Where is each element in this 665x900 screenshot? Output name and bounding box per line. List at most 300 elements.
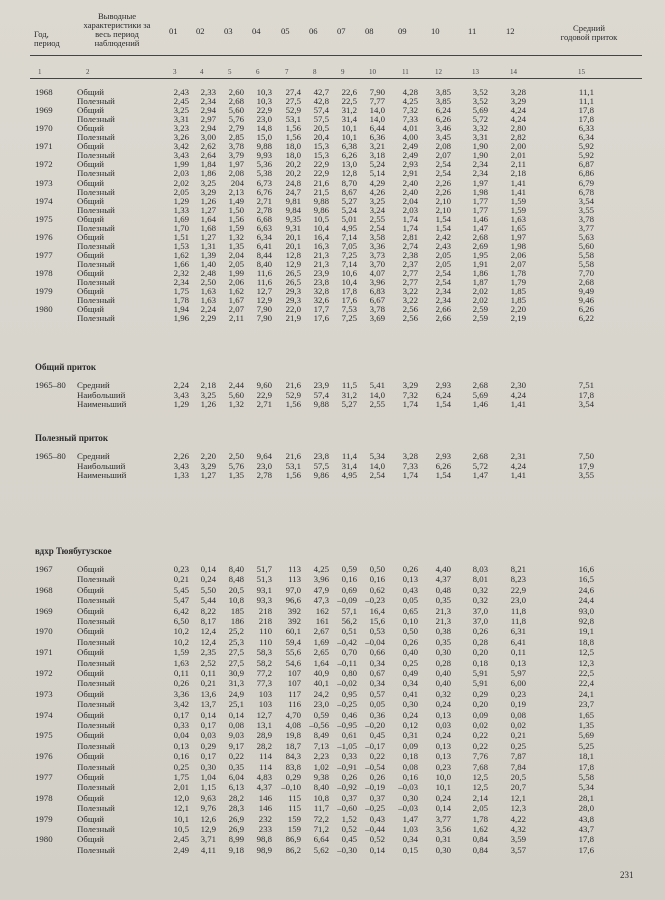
cell-value: 2,30	[510, 380, 526, 390]
row-year: 1965–80	[35, 380, 66, 390]
cell-value: 0,29	[200, 740, 216, 751]
row-label: Общий	[77, 159, 105, 170]
month-header: 05	[281, 26, 290, 36]
cell-value: 26,5	[285, 277, 301, 288]
cell-value: 4,11	[200, 844, 216, 855]
cell-value: 0,40	[435, 668, 451, 678]
cell-value: 0,30	[402, 792, 418, 803]
cell-value: 0,34	[402, 678, 418, 689]
cell-value: 2,55	[369, 213, 385, 224]
cell-value: 8,44	[256, 249, 272, 260]
col-avg-header: Средний годовой приток	[560, 23, 618, 42]
cell-value: 2,24	[173, 380, 189, 390]
cell-value: 11,4	[341, 451, 357, 461]
cell-value: 1,74	[402, 470, 418, 480]
cell-value: 2,80	[510, 123, 526, 134]
cell-value: 15,3	[313, 141, 329, 152]
table-row	[0, 690, 665, 699]
cell-value: 42,7	[313, 87, 329, 97]
cell-value: 2,02	[472, 295, 488, 306]
cell-value: 18,8	[578, 636, 594, 647]
row-year: 1978	[35, 792, 53, 803]
cell-value: 4,08	[285, 720, 301, 730]
cell-value: 42,8	[313, 96, 329, 107]
cell-value: 10,2	[173, 626, 189, 637]
cell-value: 3,23	[173, 123, 189, 134]
cell-value: 4,25	[313, 564, 329, 574]
cell-value: 1,54	[435, 470, 451, 480]
cell-value: 3,31	[173, 114, 189, 125]
cell-value: 5,97	[510, 668, 526, 678]
cell-value: 4,37	[435, 574, 451, 585]
cell-value: 7,05	[341, 240, 357, 251]
cell-value: 26,9	[228, 813, 244, 824]
cell-value: 5,34	[578, 782, 594, 793]
cell-value: 29,3	[285, 286, 301, 297]
cell-value: 3,36	[173, 688, 189, 699]
cell-value: 3,25	[173, 105, 189, 116]
cell-value: 107	[287, 668, 301, 678]
cell-value: 0,46	[341, 709, 357, 720]
cell-value: 4,24	[510, 114, 526, 125]
cell-value: 2,04	[402, 195, 418, 206]
cell-value: 1,27	[200, 470, 216, 480]
cell-value: –0,17	[365, 740, 385, 751]
header-top-rule	[30, 55, 642, 56]
cell-value: 9,35	[285, 213, 301, 224]
cell-value: 16,6	[578, 564, 594, 574]
cell-value: 2,49	[173, 844, 189, 855]
cell-value: 3,57	[510, 844, 526, 855]
cell-value: 23,7	[578, 699, 594, 710]
cell-value: 0,52	[341, 824, 357, 834]
row-label: Общий	[77, 249, 105, 260]
cell-value: 0,43	[369, 813, 385, 824]
cell-value: 0,24	[435, 792, 451, 803]
row-label: Общий	[77, 626, 105, 637]
cell-value: 6,26	[578, 304, 594, 315]
cell-value: 12,1	[510, 792, 526, 803]
cell-value: 15,3	[313, 150, 329, 161]
cell-value: 9,03	[228, 730, 244, 741]
cell-value: 1,59	[173, 647, 189, 658]
table-row	[0, 648, 665, 657]
cell-value: 2,66	[435, 304, 451, 315]
cell-value: 0,38	[435, 626, 451, 637]
cell-value: 5,41	[369, 380, 385, 390]
cell-value: 6,87	[578, 159, 594, 170]
cell-value: 3,78	[228, 141, 244, 152]
row-year: 1978	[35, 268, 53, 278]
cell-value: 7,70	[578, 268, 594, 278]
cell-value: 2,06	[228, 277, 244, 288]
cell-value: 0,51	[341, 626, 357, 637]
cell-value: 2,37	[402, 258, 418, 269]
cell-value: 10,1	[341, 132, 357, 143]
row-label: Полезный	[77, 204, 115, 215]
cell-value: 22,9	[256, 105, 272, 116]
cell-value: 1,98	[472, 186, 488, 197]
cell-value: 0,65	[402, 605, 418, 616]
cell-value: 1,27	[200, 231, 216, 242]
cell-value: 1,68	[200, 222, 216, 233]
cell-value: 2,14	[472, 792, 488, 803]
cell-value: 2,93	[435, 380, 451, 390]
cell-value: 2,32	[173, 268, 189, 278]
cell-value: 14,0	[369, 105, 385, 116]
page-number: 231	[620, 870, 634, 880]
cell-value: 57,4	[313, 105, 329, 116]
cell-value: 10,1	[341, 123, 357, 134]
cell-value: 2,08	[435, 141, 451, 152]
cell-value: 6,33	[578, 123, 594, 134]
cell-value: 0,24	[435, 699, 451, 710]
cell-value: 1,41	[510, 177, 526, 188]
cell-value: 1,32	[228, 399, 244, 409]
cell-value: 10,5	[313, 213, 329, 224]
column-number: 8	[313, 68, 317, 76]
cell-value: 8,99	[228, 834, 244, 845]
cell-value: 2,34	[435, 295, 451, 306]
cell-value: 14,0	[369, 114, 385, 125]
cell-value: 23,0	[256, 114, 272, 125]
cell-value: 2,68	[472, 451, 488, 461]
cell-value: 2,13	[228, 186, 244, 197]
cell-value: 1,65	[578, 709, 594, 720]
row-year: 1968	[35, 584, 53, 595]
cell-value: 5,27	[341, 399, 357, 409]
row-label: Полезный	[77, 678, 115, 689]
cell-value: 43,7	[578, 824, 594, 834]
cell-value: 0,37	[341, 792, 357, 803]
cell-value: 18,1	[578, 751, 594, 762]
cell-value: 3,22	[402, 286, 418, 297]
cell-value: 0,05	[402, 595, 418, 606]
cell-value: 52,9	[285, 389, 301, 400]
cell-value: 14,0	[369, 460, 385, 471]
cell-value: 6,83	[369, 286, 385, 297]
cell-value: 24,8	[285, 177, 301, 188]
row-label: Общий	[77, 709, 105, 720]
cell-value: 1,78	[510, 268, 526, 278]
cell-value: 113	[288, 574, 301, 585]
cell-value: 3,69	[369, 313, 385, 324]
column-number: 2	[86, 68, 90, 76]
cell-value: 2,50	[228, 451, 244, 461]
cell-value: 103	[258, 699, 272, 710]
cell-value: –0,25	[365, 803, 385, 814]
cell-value: 1,77	[472, 195, 488, 206]
cell-value: 146	[258, 803, 272, 814]
cell-value: 1,41	[510, 399, 526, 409]
cell-value: 6,44	[369, 123, 385, 134]
cell-value: 1,78	[173, 295, 189, 306]
column-number: 3	[173, 68, 177, 76]
row-label: Общий	[77, 688, 105, 699]
cell-value: 110	[259, 626, 272, 637]
cell-value: 1,69	[313, 636, 329, 647]
cell-value: 16,5	[578, 574, 594, 585]
cell-value: 3,85	[435, 87, 451, 97]
cell-value: 2,26	[435, 177, 451, 188]
cell-value: 0,18	[472, 657, 488, 668]
row-label: Общий	[77, 177, 105, 188]
cell-value: 12,9	[256, 295, 272, 306]
cell-value: 2,18	[510, 168, 526, 179]
cell-value: –0,54	[365, 761, 385, 772]
cell-value: 0,22	[228, 751, 244, 762]
month-header: 09	[398, 26, 407, 36]
cell-value: 3,26	[173, 132, 189, 143]
cell-value: 1,29	[173, 195, 189, 206]
cell-value: 4,24	[510, 460, 526, 471]
table-row	[0, 794, 665, 803]
cell-value: 10,8	[313, 792, 329, 803]
table-row	[0, 659, 665, 668]
cell-value: 2,79	[228, 123, 244, 134]
cell-value: 8,03	[472, 564, 488, 574]
cell-value: 5,92	[578, 141, 594, 152]
cell-value: 28,2	[228, 792, 244, 803]
cell-value: 0,12	[402, 720, 418, 730]
cell-value: 3,55	[578, 204, 594, 215]
cell-value: 25,2	[228, 626, 244, 637]
cell-value: 31,4	[341, 114, 357, 125]
cell-value: 1,74	[402, 213, 418, 224]
cell-value: 0,17	[200, 751, 216, 762]
cell-value: 1,27	[200, 204, 216, 215]
cell-value: 6,24	[435, 389, 451, 400]
cell-value: 2,85	[228, 132, 244, 143]
cell-value: 2,54	[435, 159, 451, 170]
cell-value: 392	[287, 616, 301, 626]
cell-value: 1,04	[200, 772, 216, 782]
cell-value: 0,35	[435, 595, 451, 606]
cell-value: 3,25	[200, 389, 216, 400]
cell-value: 3,24	[369, 204, 385, 215]
row-label: Полезный	[77, 277, 115, 288]
cell-value: 22,9	[256, 389, 272, 400]
cell-value: 10,6	[341, 268, 357, 278]
cell-value: 5,60	[228, 389, 244, 400]
cell-value: 9,31	[285, 222, 301, 233]
row-label: Полезный	[77, 595, 115, 606]
cell-value: 2,05	[435, 249, 451, 260]
cell-value: 93,1	[256, 584, 272, 595]
col-characteristics-header: Выводные характеристики за весь период наблюдений	[83, 11, 151, 48]
cell-value: 21,3	[313, 249, 329, 260]
cell-value: 2,29	[200, 313, 216, 324]
cell-value: 2,77	[402, 268, 418, 278]
cell-value: 1,31	[200, 240, 216, 251]
cell-value: 9,88	[313, 195, 329, 206]
row-label: Полезный	[77, 132, 115, 143]
column-number: 6	[256, 68, 260, 76]
row-label: Полезный	[77, 761, 115, 772]
cell-value: 24,4	[578, 595, 594, 606]
cell-value: 1,86	[472, 268, 488, 278]
cell-value: 2,19	[510, 313, 526, 324]
cell-value: 0,10	[402, 616, 418, 626]
row-label: Общий	[77, 772, 105, 782]
cell-value: 1,26	[200, 195, 216, 206]
cell-value: 1,63	[510, 213, 526, 224]
cell-value: 72,2	[313, 813, 329, 824]
cell-value: 3,42	[173, 141, 189, 152]
cell-value: 7,14	[341, 258, 357, 269]
cell-value: 23,8	[313, 451, 329, 461]
cell-value: 56,2	[341, 616, 357, 626]
cell-value: 2,49	[402, 141, 418, 152]
cell-value: 32,6	[313, 295, 329, 306]
cell-value: 2,07	[435, 150, 451, 161]
cell-value: 2,10	[435, 204, 451, 215]
cell-value: 232	[258, 813, 272, 824]
cell-value: 12,9	[285, 258, 301, 269]
cell-value: 9,88	[256, 141, 272, 152]
cell-value: 1,35	[228, 240, 244, 251]
table-row	[0, 596, 665, 605]
header-bottom-rule	[30, 78, 642, 79]
cell-value: 0,21	[510, 730, 526, 741]
cell-value: 1,98	[510, 240, 526, 251]
cell-value: 0,84	[472, 834, 488, 845]
cell-value: 0,14	[200, 564, 216, 574]
column-number: 15	[578, 68, 585, 76]
cell-value: 2,07	[228, 304, 244, 315]
cell-value: 17,6	[578, 844, 594, 855]
table-row	[0, 783, 665, 792]
cell-value: 25,1	[228, 699, 244, 710]
cell-value: 27,5	[285, 96, 301, 107]
cell-value: –0,09	[337, 595, 357, 606]
col-year-header: Год, период	[34, 29, 60, 48]
cell-value: 185	[230, 605, 244, 616]
cell-value: 0,37	[369, 792, 385, 803]
cell-value: 4,25	[402, 96, 418, 107]
cell-value: 0,49	[402, 668, 418, 678]
cell-value: 17,7	[313, 304, 329, 315]
section-heading-total: Общий приток	[35, 362, 97, 372]
table-row	[0, 773, 665, 782]
cell-value: 12,3	[578, 657, 594, 668]
cell-value: 1,94	[173, 304, 189, 315]
cell-value: 28,2	[256, 740, 272, 751]
cell-value: 2,01	[173, 782, 189, 793]
cell-value: –0,03	[398, 782, 418, 793]
cell-value: 57,4	[313, 389, 329, 400]
cell-value: 13,1	[256, 720, 272, 730]
cell-value: 0,34	[369, 657, 385, 668]
row-year: 1968	[35, 87, 53, 97]
cell-value: 1,65	[510, 222, 526, 233]
row-label: Средний	[77, 451, 110, 461]
row-year: 1980	[35, 304, 53, 315]
cell-value: 8,48	[228, 574, 244, 585]
cell-value: 0,30	[435, 647, 451, 658]
cell-value: 3,77	[578, 222, 594, 233]
table-row	[0, 607, 665, 616]
cell-value: 1,99	[228, 268, 244, 278]
cell-value: 1,41	[510, 186, 526, 197]
row-label: Полезный	[77, 186, 115, 197]
cell-value: 3,43	[173, 460, 189, 471]
table-row	[0, 627, 665, 636]
cell-value: 2,50	[200, 277, 216, 288]
cell-value: 1,62	[228, 286, 244, 297]
cell-value: 1,62	[472, 824, 488, 834]
cell-value: 4,83	[256, 772, 272, 782]
cell-value: 2,23	[313, 751, 329, 762]
cell-value: 4,01	[402, 123, 418, 134]
row-label: Полезный	[77, 295, 115, 306]
cell-value: 6,24	[435, 105, 451, 116]
cell-value: 0,24	[435, 730, 451, 741]
cell-value: 1,53	[173, 240, 189, 251]
cell-value: 9,60	[256, 380, 272, 390]
cell-value: 0,13	[435, 740, 451, 751]
cell-value: 19,1	[578, 626, 594, 637]
cell-value: 7,32	[402, 389, 418, 400]
cell-value: 59,4	[285, 636, 301, 647]
cell-value: 1,46	[472, 399, 488, 409]
row-label: Полезный	[77, 168, 115, 179]
cell-value: 5,63	[578, 231, 594, 242]
cell-value: 7,84	[510, 761, 526, 772]
cell-value: 9,93	[256, 150, 272, 161]
column-number: 1	[38, 68, 42, 76]
cell-value: 2,40	[402, 186, 418, 197]
cell-value: 2,38	[402, 249, 418, 260]
cell-value: 3,78	[369, 304, 385, 315]
cell-value: 9,64	[256, 451, 272, 461]
cell-value: 24,2	[313, 688, 329, 699]
row-label: Общий	[77, 792, 105, 803]
cell-value: 20,5	[313, 123, 329, 134]
cell-value: 0,31	[402, 730, 418, 741]
cell-value: 4,70	[285, 709, 301, 720]
month-header: 10	[431, 26, 440, 36]
month-header: 03	[224, 26, 233, 36]
cell-value: –0,44	[365, 824, 385, 834]
cell-value: 0,48	[435, 584, 451, 595]
month-header: 04	[252, 26, 261, 36]
cell-value: 20,2	[285, 168, 301, 179]
cell-value: 1,97	[472, 177, 488, 188]
row-label: Общий	[77, 213, 105, 224]
cell-value: 3,46	[435, 123, 451, 134]
cell-value: 7,13	[313, 740, 329, 751]
cell-value: 17,8	[578, 105, 594, 116]
cell-value: 4,29	[369, 177, 385, 188]
cell-value: 17,8	[578, 389, 594, 400]
cell-value: 1,02	[313, 761, 329, 772]
cell-value: 2,49	[402, 150, 418, 161]
cell-value: 2,31	[510, 451, 526, 461]
cell-value: 0,40	[402, 647, 418, 658]
cell-value: 0,23	[173, 564, 189, 574]
cell-value: 6,76	[256, 186, 272, 197]
cell-value: 7,33	[402, 460, 418, 471]
row-label: Полезный	[77, 616, 115, 626]
cell-value: 2,54	[435, 268, 451, 278]
cell-value: 0,59	[341, 564, 357, 574]
row-label: Полезный	[77, 824, 115, 834]
cell-value: 233	[258, 824, 272, 834]
cell-value: 3,85	[435, 96, 451, 107]
cell-value: 4,24	[510, 389, 526, 400]
cell-value: 9,17	[228, 740, 244, 751]
